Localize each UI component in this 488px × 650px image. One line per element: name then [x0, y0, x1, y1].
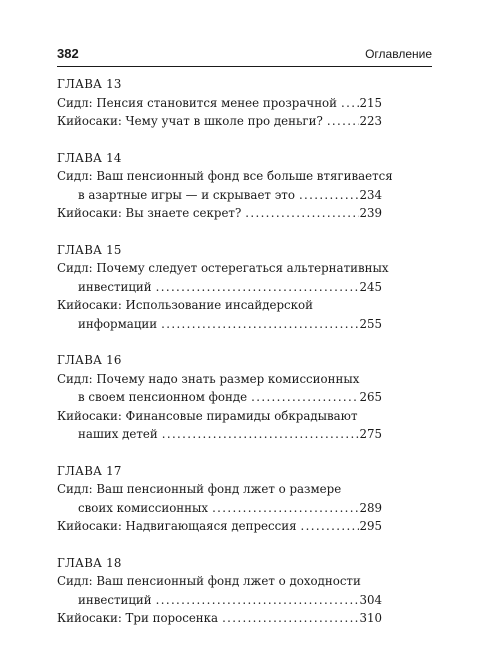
chapter-title: ГЛАВА 18 [57, 555, 122, 570]
entry-line [57, 572, 382, 591]
entry-title-text: Кийосаки: Финансовые пирамиды обкрадывают [57, 408, 358, 423]
entry-line [57, 315, 382, 334]
entry-line [57, 167, 393, 186]
page-reference: 234 [359, 187, 382, 202]
chapter-title: ГЛАВА 15 [57, 242, 122, 257]
entry-title-text: информации [78, 316, 158, 331]
entry-line [57, 278, 382, 297]
page-reference: 245 [359, 279, 382, 294]
entry-line [57, 517, 382, 536]
entry-line [57, 259, 389, 278]
toc-entry[interactable] [57, 112, 382, 131]
page-reference: 223 [359, 114, 382, 128]
entry-title-text: Кийосаки: Использование инсайдерской [57, 298, 313, 312]
toc-chapter [57, 351, 382, 444]
dot-leader [218, 609, 359, 628]
page-reference: 215 [359, 95, 382, 110]
entry-line [57, 407, 382, 426]
toc-entry[interactable] [57, 480, 382, 517]
page-reference: 295 [359, 519, 382, 533]
dot-leader [157, 315, 359, 334]
page-reference: 275 [359, 427, 382, 441]
toc-entry[interactable] [57, 167, 393, 204]
dot-leader [323, 112, 360, 131]
entry-title-text: Сидл: Почему следует остерегаться альтернативных [57, 261, 389, 275]
dot-leader [295, 186, 360, 205]
toc-entry[interactable] [57, 609, 382, 628]
dot-leader [247, 388, 359, 407]
entry-title-text: Сидл: Ваш пенсионный фонд лжет о размере [57, 482, 342, 496]
toc-chapter [57, 462, 382, 536]
entry-title-text: в своем пенсионном фонде [78, 390, 248, 404]
toc-entry[interactable] [57, 204, 382, 223]
entry-title-text: Кийосаки: Надвигающаяся депрессия [57, 519, 297, 533]
dot-leader [337, 94, 359, 113]
table-of-contents [57, 75, 393, 628]
entry-line [57, 480, 382, 499]
entry-line [57, 370, 382, 389]
entry-line [57, 425, 382, 444]
entry-title-text: в азартные игры — и скрывает это [78, 187, 295, 202]
running-head [57, 44, 432, 64]
dot-leader [297, 517, 360, 536]
entry-line [57, 388, 382, 407]
entry-title-text: наших детей [78, 427, 158, 441]
page-reference: 289 [359, 500, 382, 515]
toc-entry[interactable] [57, 370, 382, 407]
entry-line [57, 94, 382, 113]
toc-chapter [57, 149, 393, 223]
toc-chapter [57, 554, 382, 628]
toc-entry[interactable] [57, 259, 389, 296]
page-reference: 255 [359, 316, 382, 331]
entry-title-text: Кийосаки: Вы знаете секрет? [57, 206, 242, 220]
entry-line [57, 296, 382, 315]
entry-title-text: Сидл: Ваш пенсионный фонд лжет о доходности [57, 574, 361, 588]
chapter-title: ГЛАВА 14 [57, 150, 122, 165]
entry-line [57, 609, 382, 628]
section-name: Оглавление [365, 47, 432, 61]
dot-leader [158, 425, 360, 444]
entry-title-text: Сидл: Почему надо знать размер комиссионных [57, 371, 360, 386]
toc-entry[interactable] [57, 407, 382, 444]
toc-entry[interactable] [57, 296, 382, 333]
dot-leader [152, 278, 360, 297]
entry-title-text: своих комиссионных [78, 500, 209, 515]
entry-line [57, 112, 382, 131]
entry-line [57, 591, 382, 610]
entry-line [57, 499, 382, 518]
chapter-title: ГЛАВА 17 [57, 463, 122, 478]
entry-title-text: инвестиций [78, 279, 152, 294]
page-reference: 310 [359, 611, 382, 625]
entry-title-text: Сидл: Ваш пенсионный фонд все больше втягивается [57, 169, 393, 183]
entry-title-text: инвестиций [78, 592, 152, 607]
entry-title-text: Кийосаки: Три поросенка [57, 611, 219, 625]
toc-entry[interactable] [57, 572, 382, 609]
toc-chapter [57, 75, 382, 131]
entry-title-text: Кийосаки: Чему учат в школе про деньги? [57, 114, 323, 128]
toc-entry[interactable] [57, 517, 382, 536]
chapter-title: ГЛАВА 16 [57, 353, 122, 367]
page-number: 382 [57, 46, 79, 61]
entry-title-text: Сидл: Пенсия становится менее прозрачной [57, 95, 338, 110]
page-reference: 304 [359, 592, 382, 607]
dot-leader [152, 591, 360, 610]
toc-entry[interactable] [57, 94, 382, 113]
page-reference: 265 [359, 390, 382, 404]
entry-line [57, 204, 382, 223]
chapter-title: ГЛАВА 13 [57, 77, 122, 91]
dot-leader [208, 499, 359, 518]
entry-line [57, 186, 382, 205]
toc-chapter [57, 241, 389, 334]
dot-leader [241, 204, 359, 223]
header-rule [57, 66, 432, 67]
page-reference: 239 [359, 206, 382, 220]
